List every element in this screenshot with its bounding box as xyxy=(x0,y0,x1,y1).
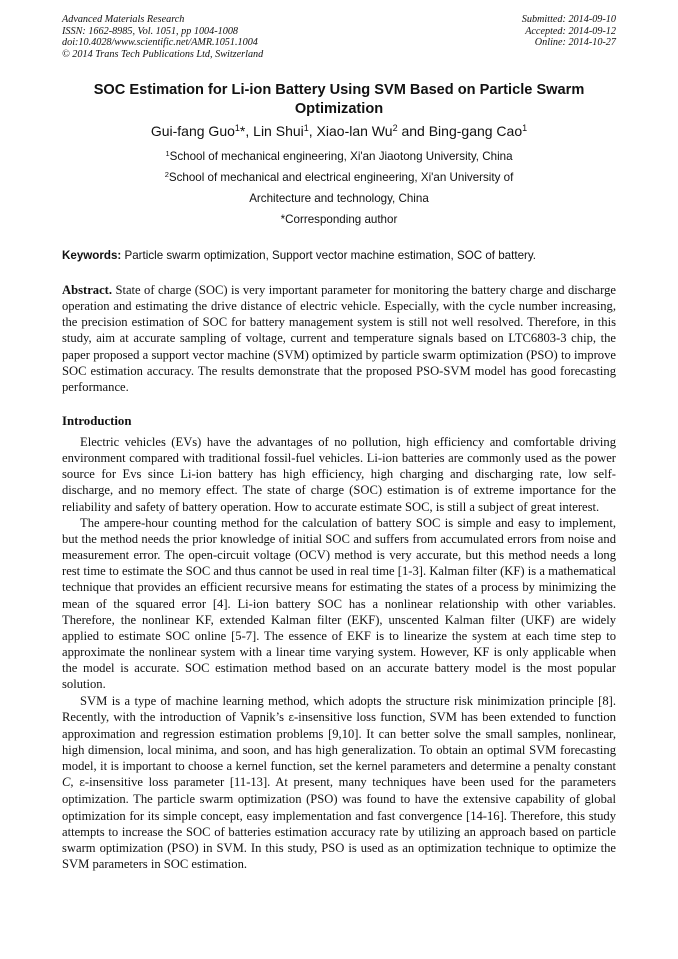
author-list xyxy=(62,122,616,140)
abstract-label: Abstract. xyxy=(62,283,113,297)
affiliation-text: School of mechanical and electrical engineering, Xi'an University of xyxy=(168,171,514,184)
affiliation-2 xyxy=(62,171,616,185)
author-separator: *, xyxy=(239,123,254,139)
doi-line: doi:10.4028/www.scientific.net/AMR.1051.1004 xyxy=(62,37,258,49)
issn-line: ISSN: 1662-8985, Vol. 1051, pp 1004-1008 xyxy=(62,25,239,37)
intro-paragraph-2: The ampere-hour counting method for the calculation of battery SOC is simple and easy to implement, but the method needs the prior knowledge of initial SOC and suffers from accumulated errors from noise and measurement error. The open-circuit voltage (OCV) method is very accurate, but this method needs a long rest time to estimate the SOC and thus cannot be used in real time [1-3]. Kalman filter (KF) is a mathematical technique that provides an efficient recursive means for estimating the states of a process by minimizing the mean of the squared error [4]. Li-ion battery SOC has a nonlinear relationship with other variables. Therefore, the nonlinear KF, extended Kalman filter (EKF), unscented Kalman filter (UKF) are widely applied to estimate SOC online [5-7]. The essence of EKF is to linearize the system at each time step to approximate the nonlinear system with a linear time varying system. However, KF is only applicable when the model is accurate. SOC estimation method based on an accurate battery model is the most popular solution. xyxy=(62,515,616,692)
author-affiliation-mark: 1 xyxy=(522,123,528,133)
section-heading-introduction: Introduction xyxy=(62,414,132,428)
author-name: Bing-gang Cao xyxy=(428,123,523,139)
abstract-text: State of charge (SOC) is very important parameter for monitoring the battery charge and discharge operation and estimating the drive distance of electric vehicle. Especially, with the cycle number increasing, the precision estimation of SOC for battery management system is still not well resolved. Therefore, in this study, aim at accurate sampling of voltage, current and temperature signals based on LTC6803-3 chip, the paper proposed a support vector machine (SVM) optimized by particle swarm optimization (PSO) to improve SOC estimation accuracy. The results demonstrate that the proposed PSO-SVM model has good forecasting performance. xyxy=(62,283,616,394)
affiliation-mark: 1 xyxy=(165,149,170,158)
author-name: Gui-fang Guo xyxy=(150,123,235,139)
abstract-paragraph xyxy=(62,282,616,395)
submission-dates xyxy=(522,14,616,49)
intro-paragraph-1: Electric vehicles (EVs) have the advantages of no pollution, high efficiency and comfortable driving environment compared with traditional fossil-fuel vehicles. Li-ion batteries are commonly used as the power source for Evs since Li-ion battery has high efficiency, high charging and discharging rate, low self-discharge, and no memory effect. The state of charge (SOC) estimation is of extreme importance for the reliability and safety of battery operation. How to accurate estimate SOC, is still a subject of great interest. xyxy=(62,435,616,514)
abstract xyxy=(62,282,616,395)
corresponding-author-note: *Corresponding author xyxy=(280,213,398,226)
paper-title: SOC Estimation for Li-ion Battery Using SVM Based on Particle Swarm Optimization xyxy=(93,82,585,117)
author-affiliation-mark: 1 xyxy=(234,123,240,133)
introduction-body xyxy=(62,434,616,872)
affiliation-1 xyxy=(62,150,616,164)
author-name: Xiao-lan Wu xyxy=(316,123,393,139)
epsilon-symbol: ε xyxy=(79,776,85,790)
paragraph-text: SVM is a type of machine learning method, which adopts the structure risk minimization principle [8]. Recently, with the introduction of Vapnik’s xyxy=(62,693,616,724)
keywords xyxy=(62,249,616,263)
copyright-line: © 2014 Trans Tech Publications Ltd, Switzerland xyxy=(62,48,264,60)
author-separator: and xyxy=(397,123,429,139)
paragraph-text: -insensitive loss parameter [11-13]. At present, many techniques have been used for the parameters optimization. The particle swarm optimization (PSO) was found to have the extensive capability of global optimization for its simple concept, easy implementation and fast convergence [14-16]. Therefore, this study attempts to increase the SOC of batteries estimation accuracy rate by utilizing an approach based on particle swarm optimization (PSO) in SVM. In this study, PSO is used as an optimization technique to optimize the SVM parameters in SOC estimation. xyxy=(62,775,617,872)
online-date: Online: 2014-10-27 xyxy=(534,37,616,49)
intro-paragraph-3 xyxy=(62,693,616,873)
author-name: Lin Shui xyxy=(253,123,304,139)
affiliation-mark: 2 xyxy=(164,170,169,179)
affiliation-text: School of mechanical engineering, Xi'an Jiaotong University, China xyxy=(169,150,513,163)
author-affiliation-mark: 2 xyxy=(392,123,398,133)
penalty-constant-variable: C xyxy=(62,775,71,790)
journal-info xyxy=(62,14,263,60)
keywords-text: Particle swarm optimization, Support vector machine estimation, SOC of battery. xyxy=(121,249,537,262)
accepted-date: Accepted: 2014-09-12 xyxy=(525,25,616,37)
author-affiliation-mark: 1 xyxy=(303,123,309,133)
journal-name: Advanced Materials Research xyxy=(62,14,185,25)
keywords-label: Keywords: xyxy=(62,249,122,262)
affiliation-2-continued: Architecture and technology, China xyxy=(249,192,429,205)
author-separator: , xyxy=(308,123,317,139)
submitted-date: Submitted: 2014-09-10 xyxy=(521,14,616,25)
paragraph-text: -insensitive loss function, SVM has been extended to function approximation and regression estimation problems [9,10]. It can better solve the small samples, nonlinear, high dimension, local minima, and soon, and has high generalization. To obtain an optimal SVM forecasting model, it is important to choose a kernel function, set the kernel parameters and determine a penalty constant xyxy=(62,709,616,774)
paragraph-text: , xyxy=(70,775,80,790)
epsilon-symbol: ε xyxy=(288,710,295,724)
